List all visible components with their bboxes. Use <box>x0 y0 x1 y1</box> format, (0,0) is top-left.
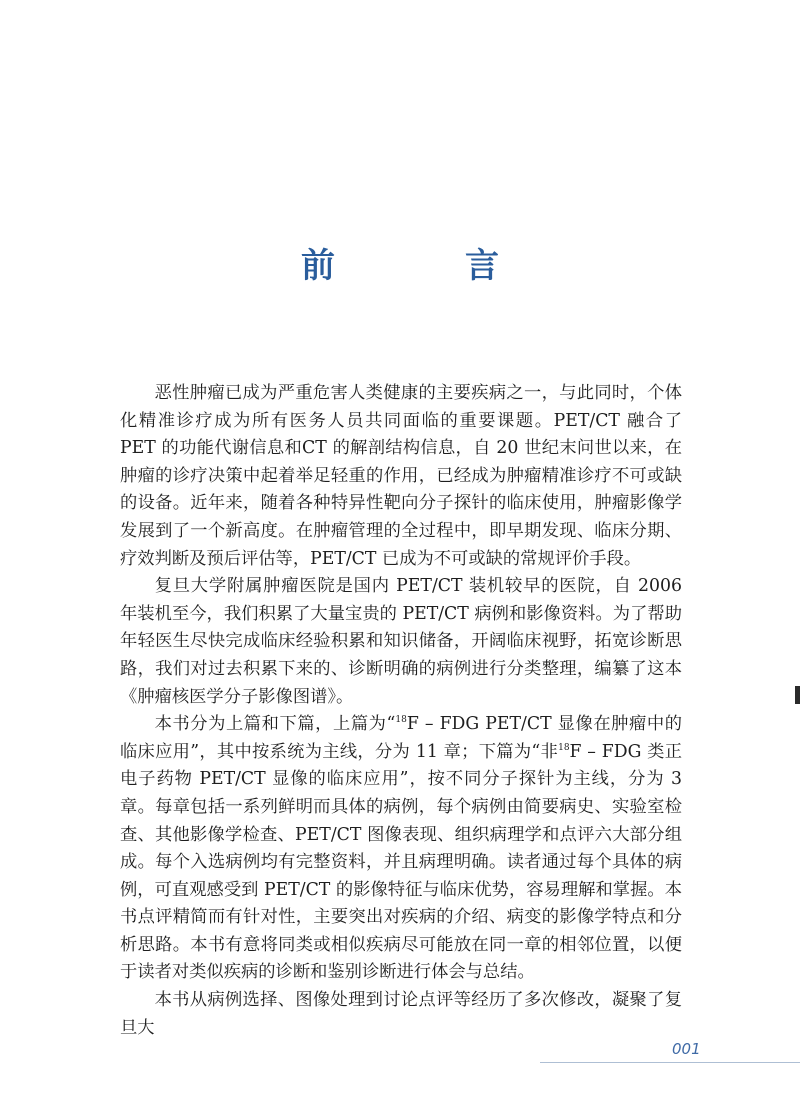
paragraph-text: 恶性肿瘤已成为严重危害人类健康的主要疾病之一，与此同时，个体化精准诊疗成为所有医务人员共同面临的重要课题。PET/CT 融合了 PET 的功能代谢信息和CT 的解剖结构信息，自 20 世纪末问世以来，在肿瘤的诊疗决策中起着举足轻重的作用，已经成为肿瘤精准诊疗不可或缺的设备。近年来，随着各种特异性靶向分子探针的临床使用，肿瘤影像学发展到了一个新高度。在肿瘤管理的全过程中，即早期发现、临床分期、疗效判断及预后评估等，PET/CT 已成为不可或缺的常规评价手段。 <box>120 383 682 569</box>
paragraph <box>120 711 682 987</box>
page-title: 前 言 <box>301 246 547 286</box>
paragraph-text: F – FDG PET/CT 显像在肿瘤中的临床应用”，其中按系统为主线，分为 11 章；下篇为“非 <box>120 714 682 762</box>
paragraph-text: 本书从病例选择、图像处理到讨论点评等经历了多次修改，凝聚了复旦大 <box>120 990 682 1038</box>
paragraph <box>120 380 682 573</box>
page-edge-mark <box>795 686 800 704</box>
paragraph-text: F – FDG 类正电子药物 PET/CT 显像的临床应用”，按不同分子探针为主线，分为 3 章。每章包括一系列鲜明而具体的病例，每个病例由简要病史、实验室检查、其他影像学检查、PET/CT 图像表现、组织病理学和点评六大部分组成。每个入选病例均有完整资料，并且病理明确。读者通过每个具体的病例，可直观感受到 PET/CT 的影像特征与临床优势，容易理解和掌握。本书点评精简而有针对性，主要突出对疾病的介绍、病变的影像学特点和分析思路。本书有意将同类或相似疾病尽可能放在同一章的相邻位置，以便于读者对类似疾病的诊断和鉴别诊断进行体会与总结。 <box>120 741 682 983</box>
isotope-superscript: 18 <box>558 742 570 753</box>
paragraph <box>120 573 682 711</box>
paragraph-text: 本书分为上篇和下篇，上篇为“ <box>154 714 396 735</box>
paragraph <box>120 987 682 1042</box>
preface-body <box>120 380 682 1042</box>
paragraph-text: 复旦大学附属肿瘤医院是国内 PET/CT 装机较早的医院，自 2006 年装机至今，我们积累了大量宝贵的 PET/CT 病例和影像资料。为了帮助年轻医生尽快完成临床经验积累和知识储备，开阔临床视野，拓宽诊断思路，我们对过去积累下来的、诊断明确的病例进行分类整理，编纂了这本《肿瘤核医学分子影像图谱》。 <box>120 576 682 707</box>
page-number: 001 <box>672 1040 701 1058</box>
footer-rule <box>540 1062 800 1063</box>
isotope-superscript: 18 <box>395 715 407 726</box>
